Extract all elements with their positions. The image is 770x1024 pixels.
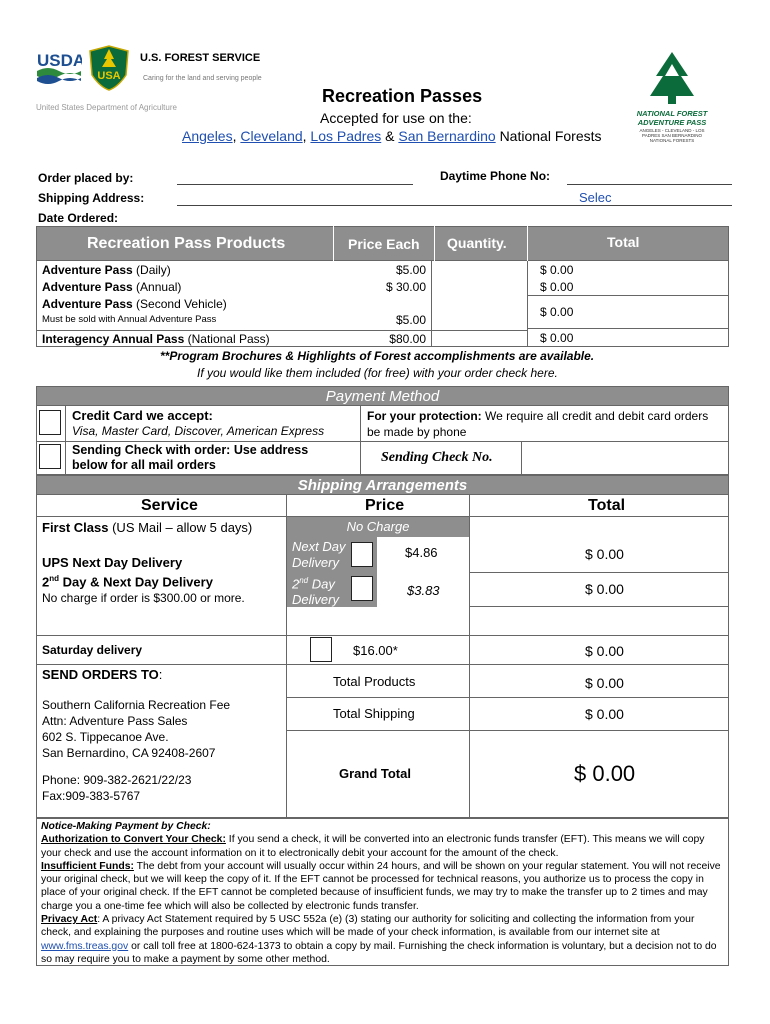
forest-list: Angeles, Cleveland, Los Padres & San Bernardino National Forests	[182, 128, 602, 144]
send-orders-label: SEND ORDERS TO:	[42, 667, 163, 682]
col-service: Service	[141, 497, 198, 514]
price-interagency: $80.00	[389, 332, 426, 346]
select-dropdown[interactable]: Selec	[579, 190, 612, 205]
notice-privacy: Privacy Act: A privacy Act Statement required by 5 USC 552a (e) (3) stating our authority for soliciting and collecting the information from your check, and explaining the purposes and routine uses which will be made of your check information, is available from our internet site at www.fms.treas.gov or call toll free at 1800-624-1373 to obtain a copy by mail. Furnishing the check information is voluntary, but a decision not to do so may require you to make a payment by some other method.	[41, 914, 717, 965]
table-row: Interagency Annual Pass (National Pass)	[42, 332, 270, 346]
notice-title: Notice-Making Payment by Check:	[41, 821, 211, 832]
daytime-phone-field[interactable]	[567, 184, 732, 185]
shipping-header: Shipping Arrangements	[36, 475, 729, 495]
nfap-line-2: ADVENTURE PASS	[637, 118, 707, 127]
shield-letters: USA	[97, 70, 121, 82]
contact-info: Phone: 909-382-2621/22/23 Fax:909-383-5767	[42, 773, 192, 803]
next-day-option: Next Day Delivery	[292, 539, 346, 570]
page-title: Recreation Passes	[322, 86, 483, 106]
second-day-checkbox[interactable]	[351, 576, 373, 601]
order-placed-by-field[interactable]	[177, 184, 413, 185]
department-name: United States Department of Agriculture	[36, 103, 177, 112]
order-placed-by-label: Order placed by:	[38, 171, 134, 185]
daytime-phone-label: Daytime Phone No:	[440, 169, 551, 183]
total-interagency: $ 0.00	[540, 331, 574, 345]
total-shipping-label: Total Shipping	[333, 706, 415, 721]
shipping-address-label: Shipping Address:	[38, 191, 145, 205]
grand-total-value: $ 0.00	[574, 761, 636, 786]
header-price: Price Each	[348, 236, 420, 252]
next-day-checkbox[interactable]	[351, 542, 373, 567]
usda-logo	[36, 47, 82, 85]
credit-card-types: Visa, Master Card, Discover, American Express	[72, 424, 325, 438]
forest-link-angeles[interactable]: Angeles	[182, 128, 233, 144]
second-day-price: $3.83	[407, 583, 440, 598]
date-ordered-label: Date Ordered:	[38, 211, 119, 225]
forest-link-los-padres[interactable]: Los Padres	[310, 128, 382, 144]
saturday-label: Saturday delivery	[42, 643, 143, 657]
second-day-option: 2nd Day Delivery	[292, 576, 339, 608]
nfap-fine-print: ANGELES - CLEVELAND - LOS PADRES SAN BERNARDINO NATIONAL FORESTS	[639, 128, 705, 143]
agency-name: U.S. FOREST SERVICE	[140, 52, 261, 64]
total-products-value: $ 0.00	[585, 675, 624, 691]
usda-logo-text: USDA	[37, 51, 82, 70]
products-header	[36, 226, 729, 261]
brochure-notice: **Program Brochures & Highlights of Forest accomplishments are available.	[160, 349, 595, 363]
header-total: Total	[607, 234, 640, 250]
check-number-label: Sending Check No.	[381, 450, 493, 465]
forest-link-cleveland[interactable]: Cleveland	[240, 128, 303, 144]
check-label: Sending Check with order: Use address below for all mail orders	[72, 443, 309, 472]
header-qty: Quantity.	[447, 235, 507, 251]
ups-label: UPS Next Day Delivery	[42, 555, 183, 570]
header-product: Recreation Pass Products	[87, 235, 286, 252]
first-class-label: First Class (US Mail – allow 5 days)	[42, 520, 253, 535]
treasury-link[interactable]: www.fms.treas.gov	[41, 940, 129, 952]
protection-note: For your protection: We require all credit and debit card orders be made by phone	[367, 409, 709, 439]
col-price: Price	[365, 497, 405, 514]
total-shipping-value: $ 0.00	[585, 706, 624, 722]
col-total: Total	[588, 497, 626, 514]
price-second-vehicle: $5.00	[395, 313, 426, 327]
second-day-total: $ 0.00	[585, 581, 624, 597]
table-row: Adventure Pass (Annual)	[42, 280, 182, 294]
price-annual: $ 30.00	[385, 280, 426, 294]
price-daily: $5.00	[395, 263, 426, 277]
notice-authorization: Authorization to Convert Your Check: If you send a check, it will be converted into an electronic funds transfer (EFT). This means we will copy your check and use the account information on it to electronically debit your account for the amount of the check.	[41, 834, 705, 859]
check-payment-checkbox[interactable]	[39, 444, 61, 469]
next-day-price: $4.86	[405, 545, 438, 560]
no-charge-note: No charge if order is $300.00 or more.	[42, 591, 245, 605]
notice-insufficient: Insufficient Funds: The debt from your account will usually occur within 24 hours, and will be shown on your regular statement. You will not receive your original check, but we will keep the copy of it. If the EFT cannot be processed for technical reasons, you authorize us to process the copy in place of your original check. If the EFT cannot be completed because of insufficient funds, we may try to make the transfer up to 2 times and may charge you a one-time fee which will also be collected by electronic funds transfer.	[41, 860, 721, 912]
payment-header: Payment Method	[36, 386, 729, 406]
check-number-field[interactable]	[523, 444, 727, 473]
forests-suffix: National Forests	[499, 128, 602, 144]
agency-tagline: Caring for the land and serving people	[143, 75, 262, 82]
saturday-total: $ 0.00	[585, 643, 624, 659]
check-notice	[36, 818, 729, 966]
next-day-total: $ 0.00	[585, 546, 624, 562]
saturday-price: $16.00*	[353, 643, 398, 658]
subtitle: Accepted for use on the:	[320, 110, 472, 126]
total-second-vehicle: $ 0.00	[540, 305, 574, 319]
credit-card-checkbox[interactable]	[39, 410, 61, 435]
total-products-label: Total Products	[333, 674, 416, 689]
saturday-checkbox[interactable]	[310, 637, 332, 662]
brochure-check-line[interactable]: If you would like them included (for free) with your order check here.	[197, 366, 558, 380]
grand-total-label: Grand Total	[339, 766, 411, 781]
forest-service-shield	[88, 45, 130, 91]
adventure-pass-logo	[632, 50, 712, 144]
nfap-line-1: NATIONAL FOREST	[636, 109, 708, 118]
second-vehicle-note: Must be sold with Annual Adventure Pass	[42, 314, 217, 325]
credit-card-label: Credit Card we accept:	[72, 408, 213, 423]
forest-link-san-bernardino[interactable]: San Bernardino	[398, 128, 496, 144]
shipping-address-field[interactable]	[177, 205, 732, 206]
second-day-label: 2nd Day & Next Day Delivery	[42, 574, 213, 590]
table-row: Adventure Pass (Second Vehicle)	[42, 297, 227, 311]
total-annual: $ 0.00	[540, 280, 574, 294]
total-daily: $ 0.00	[540, 263, 574, 277]
table-row: Adventure Pass (Daily)	[42, 263, 171, 277]
mailing-address: Southern California Recreation Fee Attn: Adventure Pass Sales 602 S. Tippecanoe Ave. San Bernardino, CA 92408-2607	[42, 698, 231, 760]
no-charge-cell: No Charge	[287, 517, 469, 537]
